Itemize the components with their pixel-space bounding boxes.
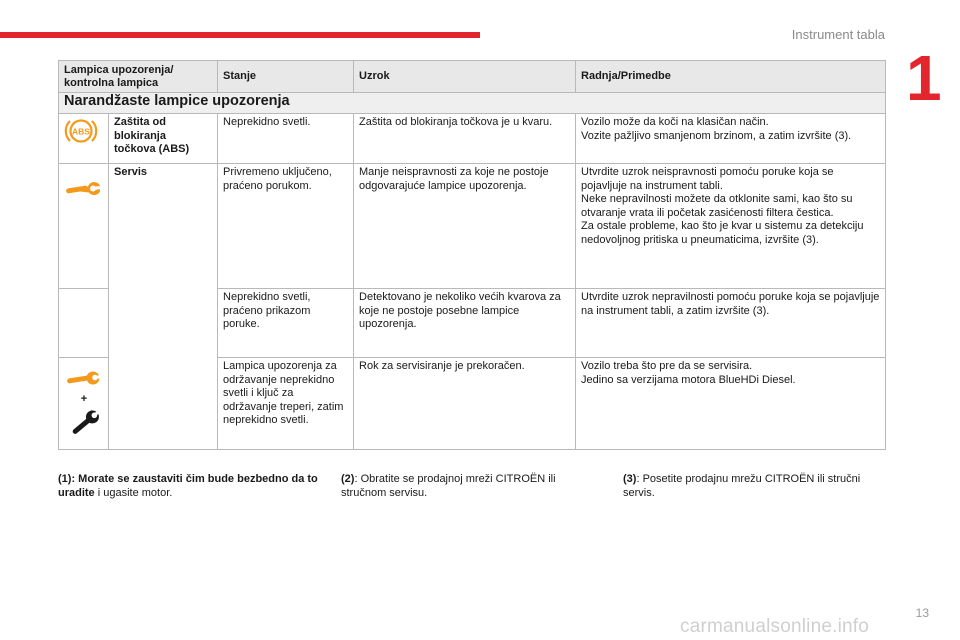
footnote-bold-text: : Morate se zaustaviti čim bude bezbedno da to uradite: [58, 473, 318, 499]
light-name-cell: Zaštita od blokiranja točkova (ABS): [109, 114, 218, 164]
cause-cell: Zaštita od blokiranja točkova je u kvaru.: [354, 114, 576, 164]
group-title: Narandžaste lampice upozorenja: [59, 93, 886, 114]
column-header-light: Lampica upozorenja/ kontrolna lampica: [59, 61, 218, 93]
wrench-plus-icon: [64, 368, 104, 442]
watermark: carmanualsonline.info: [680, 616, 870, 637]
footnote-marker: (1): [58, 473, 72, 485]
table-row: [59, 114, 886, 164]
chapter-number: 1: [906, 42, 942, 114]
warning-lights-table: [58, 60, 886, 450]
cause-cell: Manje neispravnosti za koje ne postoje odgovarajuće lampice upozorenja.: [354, 164, 576, 289]
cause-cell: Detektovano je nekoliko većih kvarova za koje ne postoje posebne lampice upozorenja.: [354, 289, 576, 358]
header-accent-bar: [0, 32, 480, 38]
light-name-cell: Servis: [109, 164, 218, 450]
wrench-icon: [64, 178, 100, 198]
state-cell: Privremeno uključeno, praćeno porukom.: [218, 164, 354, 289]
icon-cell: [59, 358, 109, 450]
column-header-cause: Uzrok: [354, 61, 576, 93]
state-cell: Neprekidno svetli, praćeno prikazom poruke.: [218, 289, 354, 358]
footnote-text: i ugasite motor.: [94, 487, 173, 499]
footnote-2: [341, 472, 596, 500]
action-cell: Vozilo treba što pre da se servisira. Jedino sa verzijama motora BlueHDi Diesel.: [576, 358, 886, 450]
section-title: Instrument tabla: [791, 27, 885, 42]
footnote-marker: (2): [341, 473, 355, 485]
action-cell: Utvrdite uzrok nepravilnosti pomoću poruke koja se pojavljuje na instrument tabli, a zatim izvršite (3).: [576, 289, 886, 358]
table-row: [59, 164, 886, 289]
column-header-state: Stanje: [218, 61, 354, 93]
table-header-row: [59, 61, 886, 93]
action-cell: Vozilo može da koči na klasičan način. Vozite pažljivo smanjenom brzinom, a zatim izvršite (3).: [576, 114, 886, 164]
plus-sign: +: [80, 393, 88, 405]
abs-icon: [64, 116, 98, 146]
wrench-black-icon: [69, 406, 104, 438]
cause-cell: Rok za servisiranje je prekoračen.: [354, 358, 576, 450]
icon-cell-empty: [59, 289, 109, 358]
footnote-3: [623, 472, 878, 500]
footnote-text: : Obratite se prodajnoj mreži CITROËN ili stručnom servisu.: [341, 473, 556, 499]
state-cell: Lampica upozorenja za održavanje neprekidno svetli i ključ za održavanje treperi, zatim neprekidno svetli.: [218, 358, 354, 450]
column-header-action: Radnja/Primedbe: [576, 61, 886, 93]
wrench-orange-icon: [67, 372, 102, 385]
footnote-text: : Posetite prodajnu mrežu CITROËN ili stručni servis.: [623, 473, 861, 499]
footnote-1: [58, 472, 328, 500]
icon-cell: [59, 114, 109, 164]
svg-text:ABS: ABS: [72, 126, 90, 137]
page-number: 13: [915, 606, 929, 620]
group-row: [59, 93, 886, 114]
state-cell: Neprekidno svetli.: [218, 114, 354, 164]
action-cell: Utvrdite uzrok neispravnosti pomoću poruke koja se pojavljuje na instrument tabli. Neke nepravilnosti možete da otklonite sami, kao što su otvaranje vrata ili početak zasićenosti filtera čestica. Za ostale probleme, kao što je kvar u sistemu za detekciju nedovoljnog pritiska u pneumaticima, izvršite (3).: [576, 164, 886, 289]
footnote-marker: (3): [623, 473, 637, 485]
icon-cell: [59, 164, 109, 289]
